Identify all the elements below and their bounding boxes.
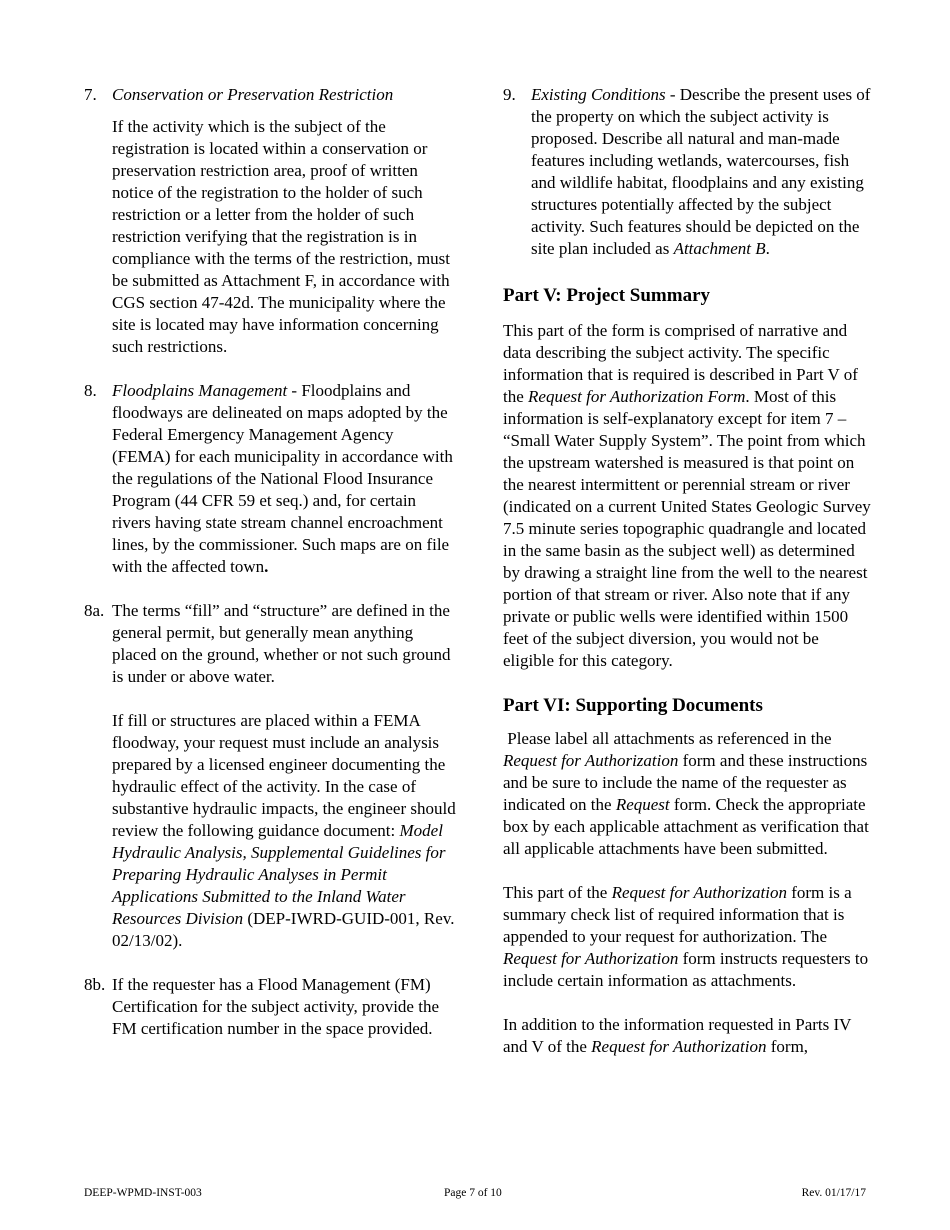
part-vi-paragraph: This part of the Request for Authorization form is a summary check list of required information that is appended to your request for authorization. The Request for Authorization form instructs requesters to include certain information as attachments. (503, 883, 869, 990)
item-number: 8. (84, 381, 97, 400)
item-title: Conservation or Preservation Restriction (112, 85, 394, 104)
part-vi-paragraph: Please label all attachments as referenced in the Request for Authorization form and these instructions and be sure to include the name of the requester as indicated on the Request form. Check the appropriate box by each applicable attachment as verification that all applicable attachments have been submitted. (503, 729, 869, 858)
item-paragraph: The terms “fill” and “structure” are defined in the general permit, but generally mean anything placed on the ground, whether or not such ground is under or above water. (112, 601, 451, 686)
item-number: 8a. (84, 601, 105, 620)
item-8b (84, 974, 456, 1040)
part-vi-paragraph: In addition to the information requested in Parts IV and V of the Request for Authorization form, (503, 1015, 852, 1056)
item-title: Floodplains Management (112, 381, 288, 400)
item-number: 9. (503, 85, 516, 104)
footer-doc-id: DEEP-WPMD-INST-003 (84, 1187, 202, 1199)
section-heading-part-vi: Part VI: Supporting Documents (503, 695, 763, 716)
left-column (84, 84, 456, 1040)
item-title: Existing Conditions (531, 85, 666, 104)
footer-revision: Rev. 01/17/17 (801, 1187, 866, 1199)
item-7 (84, 84, 456, 358)
item-body: If the activity which is the subject of the registration is located within a conservation or preservation restriction area, proof of written notice of the registration to the holder of such restriction or a letter from the holder of such restriction verifying that the registration is in compliance with the terms of the restriction, must be submitted as Attachment F, in accordance with CGS section 47-42d. The municipality where the site is located may have information concerning such restrictions. (112, 117, 451, 356)
part-v-paragraph: This part of the form is comprised of narrative and data describing the subject activity. The specific information that is required is described in Part V of the Request for Authorization Form. Most of this information is self-explanatory except for item 7 – “Small Water Supply System”. The point from which the upstream watershed is measured is that point on the nearest intermittent or perennial stream or river (indicated on a current United States Geologic Survey 7.5 minute series topographic quadrangle and located in the same basin as the subject well) as determined by drawing a straight line from the well to the nearest portion of that stream or river. Also note that if any private or public wells were identified within 1500 feet of the subject diversion, you would not be eligible for this category. (503, 321, 871, 670)
item-8a (84, 600, 456, 952)
item-number: 8b. (84, 975, 106, 994)
item-body: Existing Conditions - Describe the present uses of the property on which the subject activity is proposed. Describe all natural and man-made features including wetlands, watercourses, fish and wildlife habitat, floodplains and any existing structures potentially affected by the subject activity. Such features should be depicted on the site plan included as Attachment B. (531, 85, 871, 258)
item-8 (84, 380, 456, 578)
item-number: 7. (84, 85, 97, 104)
right-column (503, 84, 873, 1058)
item-body: Floodplains Management - Floodplains and floodways are delineated on maps adopted by the Federal Emergency Management Agency (FEMA) for each municipality in accordance with the regulations of the National Flood Insurance Program (44 CFR 59 et seq.) and, for certain rivers having state stream channel encroachment lines, by the commissioner. Such maps are on file with the affected town. (112, 381, 453, 576)
guidance-document-title: Model Hydraulic Analysis, Supplemental Guidelines for Preparing Hydraulic Analyses in Permit Applications Submitted to the Inland Water Resources Division (112, 821, 446, 928)
section-heading-part-v: Part V: Project Summary (503, 285, 711, 306)
footer-page-number: Page 7 of 10 (444, 1187, 502, 1199)
item-body: If the requester has a Flood Management (FM) Certification for the subject activity, provide the FM certification number in the space provided. (112, 975, 439, 1038)
item-paragraph: If fill or structures are placed within a FEMA floodway, your request must include an analysis prepared by a licensed engineer documenting the hydraulic effect of the activity. In the case of substantive hydraulic impacts, the engineer should review the following guidance document: Model Hydraulic Analysis, Supplemental Guidelines for Preparing Hydraulic Analyses in Permit Applications Submitted to the Inland Water Resources Division (DEP-IWRD-GUID-001, Rev. 02/13/02). (112, 711, 456, 950)
item-9 (503, 84, 873, 260)
